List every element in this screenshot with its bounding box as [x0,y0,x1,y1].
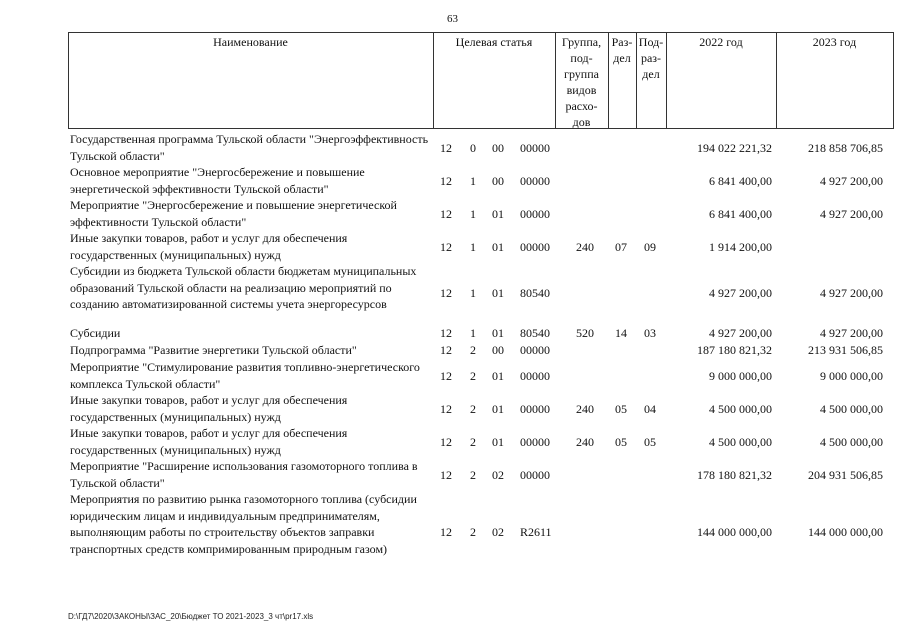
header-subsection [636,34,666,82]
table-row [0,425,905,458]
amount-2023: 4 927 200,00 [820,207,883,221]
row-name: Иные закупки товаров, работ и услуг для обеспечения государственных (муниципальных) нужд [70,393,348,424]
code-subprogram: 1 [470,240,476,254]
code-direction: 80540 [520,286,550,300]
code-program: 12 [440,525,452,539]
amount-2022: 4 500 000,00 [709,402,772,416]
code-subprogram: 2 [470,435,476,449]
amount-2022: 4 500 000,00 [709,435,772,449]
header-section-line: Раз- [611,35,633,49]
code-direction: 00000 [520,240,550,254]
code-program: 12 [440,286,452,300]
section-code: 05 [615,435,627,449]
amount-2023: 218 858 706,85 [808,141,883,155]
amount-2022: 187 180 821,32 [697,343,772,357]
code-direction: 00000 [520,468,550,482]
row-name: Государственная программа Тульской области "Энергоэффективность Тульской области" [70,132,429,163]
code-subprogram: 0 [470,141,476,155]
code-measure: 01 [492,369,504,383]
code-direction: 00000 [520,402,550,416]
amount-2022: 4 927 200,00 [709,326,772,340]
header-year-2023: 2023 год [812,35,857,49]
code-program: 12 [440,240,452,254]
table-row [0,263,905,329]
row-name: Иные закупки товаров, работ и услуг для обеспечения государственных (муниципальных) нужд [70,426,348,457]
amount-2023: 4 500 000,00 [820,435,883,449]
code-subprogram: 1 [470,207,476,221]
header-group-line: группа [564,67,599,81]
amount-2022: 6 841 400,00 [709,174,772,188]
table-row [0,392,905,425]
header-group-line: расхо- [565,99,598,113]
amount-2023: 4 927 200,00 [820,326,883,340]
file-path-footer: D:\ГД7\2020\ЗАКОНЫ\ЗАС_20\Бюджет ТО 2021-2023_3 чт\pr17.xls [68,612,314,621]
table-row [0,458,905,491]
code-subprogram: 2 [470,468,476,482]
amount-2022: 9 000 000,00 [709,369,772,383]
header-group-line: дов [572,115,591,129]
code-subprogram: 2 [470,369,476,383]
code-subprogram: 1 [470,326,476,340]
code-program: 12 [440,326,452,340]
table-row [0,164,905,197]
group-code: 240 [576,402,594,416]
code-direction: R2611 [520,525,552,539]
code-measure: 02 [492,525,504,539]
subsection-code: 05 [644,435,656,449]
row-name: Мероприятия по развитию рынка газомоторного топлива (субсидии юридическим лицам и индивидуальным предпринимателям, выполняющим работы по строительству объектов заправки транспортных средств компримированным природным газом) [70,492,417,556]
code-direction: 00000 [520,369,550,383]
amount-2022: 144 000 000,00 [697,525,772,539]
header-group [555,34,608,130]
header-group-line: под- [570,51,593,65]
code-measure: 00 [492,141,504,155]
page-number: 63 [447,13,458,25]
amount-2022: 4 927 200,00 [709,286,772,300]
header-subsection-line: Под- [638,35,664,49]
table-row [0,359,905,392]
code-subprogram: 2 [470,402,476,416]
row-name: Подпрограмма "Развитие энергетики Тульской области" [70,343,357,357]
header-name: Наименование [213,35,288,49]
amount-2023: 204 931 506,85 [808,468,883,482]
header-target-article: Целевая статья [455,35,533,49]
subsection-code: 04 [644,402,656,416]
section-code: 07 [615,240,627,254]
amount-2023: 213 931 506,85 [808,343,883,357]
code-program: 12 [440,207,452,221]
table-row [0,325,905,342]
code-program: 12 [440,174,452,188]
code-subprogram: 2 [470,525,476,539]
code-measure: 01 [492,435,504,449]
table-row [0,230,905,263]
amount-2023: 4 500 000,00 [820,402,883,416]
code-measure: 00 [492,174,504,188]
header-subsection-line: дел [642,67,660,81]
code-measure: 01 [492,207,504,221]
table-row [0,197,905,230]
header-year-2022: 2022 год [699,35,743,49]
amount-2023: 9 000 000,00 [820,369,883,383]
row-name: Мероприятие "Расширение использования газомоторного топлива в Тульской области" [70,459,418,490]
code-direction: 00000 [520,207,550,221]
code-measure: 01 [492,326,504,340]
code-direction: 00000 [520,174,550,188]
amount-2022: 1 914 200,00 [709,240,772,254]
row-name: Мероприятие "Стимулирование развития топливно-энергетического комплекса Тульской области" [70,360,420,391]
code-measure: 00 [492,343,504,357]
code-subprogram: 1 [470,174,476,188]
code-measure: 01 [492,402,504,416]
header-top-border [68,32,894,33]
row-name: Мероприятие "Энергосбережение и повышение энергетической эффективности Тульской области" [70,198,397,229]
section-code: 14 [615,326,627,340]
code-program: 12 [440,402,452,416]
code-direction: 80540 [520,326,550,340]
table-row [0,342,905,359]
code-subprogram: 2 [470,343,476,357]
row-name: Субсидии [70,326,121,340]
amount-2023: 4 927 200,00 [820,174,883,188]
code-direction: 00000 [520,141,550,155]
code-program: 12 [440,468,452,482]
code-program: 12 [440,343,452,357]
group-code: 240 [576,240,594,254]
code-measure: 01 [492,240,504,254]
subsection-code: 03 [644,326,656,340]
subsection-code: 09 [644,240,656,254]
group-code: 240 [576,435,594,449]
amount-2022: 194 022 221,32 [697,141,772,155]
group-code: 520 [576,326,594,340]
header-group-line: Группа, [561,35,602,49]
amount-2023: 144 000 000,00 [808,525,883,539]
header-section-line: дел [613,51,631,65]
header-group-line: видов [566,83,597,97]
code-direction: 00000 [520,435,550,449]
header-subsection-line: раз- [640,51,662,65]
code-measure: 02 [492,468,504,482]
header-bottom-border [68,128,894,129]
code-direction: 00000 [520,343,550,357]
code-program: 12 [440,141,452,155]
header-section [608,34,636,66]
code-program: 12 [440,435,452,449]
row-name: Субсидии из бюджета Тульской области бюджетам муниципальных образований Тульской области на реализацию мероприятий по созданию автоматизированной системы учета энергоресурсов [70,264,417,311]
table-row [0,491,905,574]
amount-2023: 4 927 200,00 [820,286,883,300]
amount-2022: 6 841 400,00 [709,207,772,221]
row-name: Иные закупки товаров, работ и услуг для обеспечения государственных (муниципальных) нужд [70,231,348,262]
table-row [0,131,905,164]
header-border-right [893,32,894,129]
code-measure: 01 [492,286,504,300]
code-subprogram: 1 [470,286,476,300]
row-name: Основное мероприятие "Энергосбережение и повышение энергетической эффективности Тульской области" [70,165,365,196]
section-code: 05 [615,402,627,416]
amount-2022: 178 180 821,32 [697,468,772,482]
code-program: 12 [440,369,452,383]
